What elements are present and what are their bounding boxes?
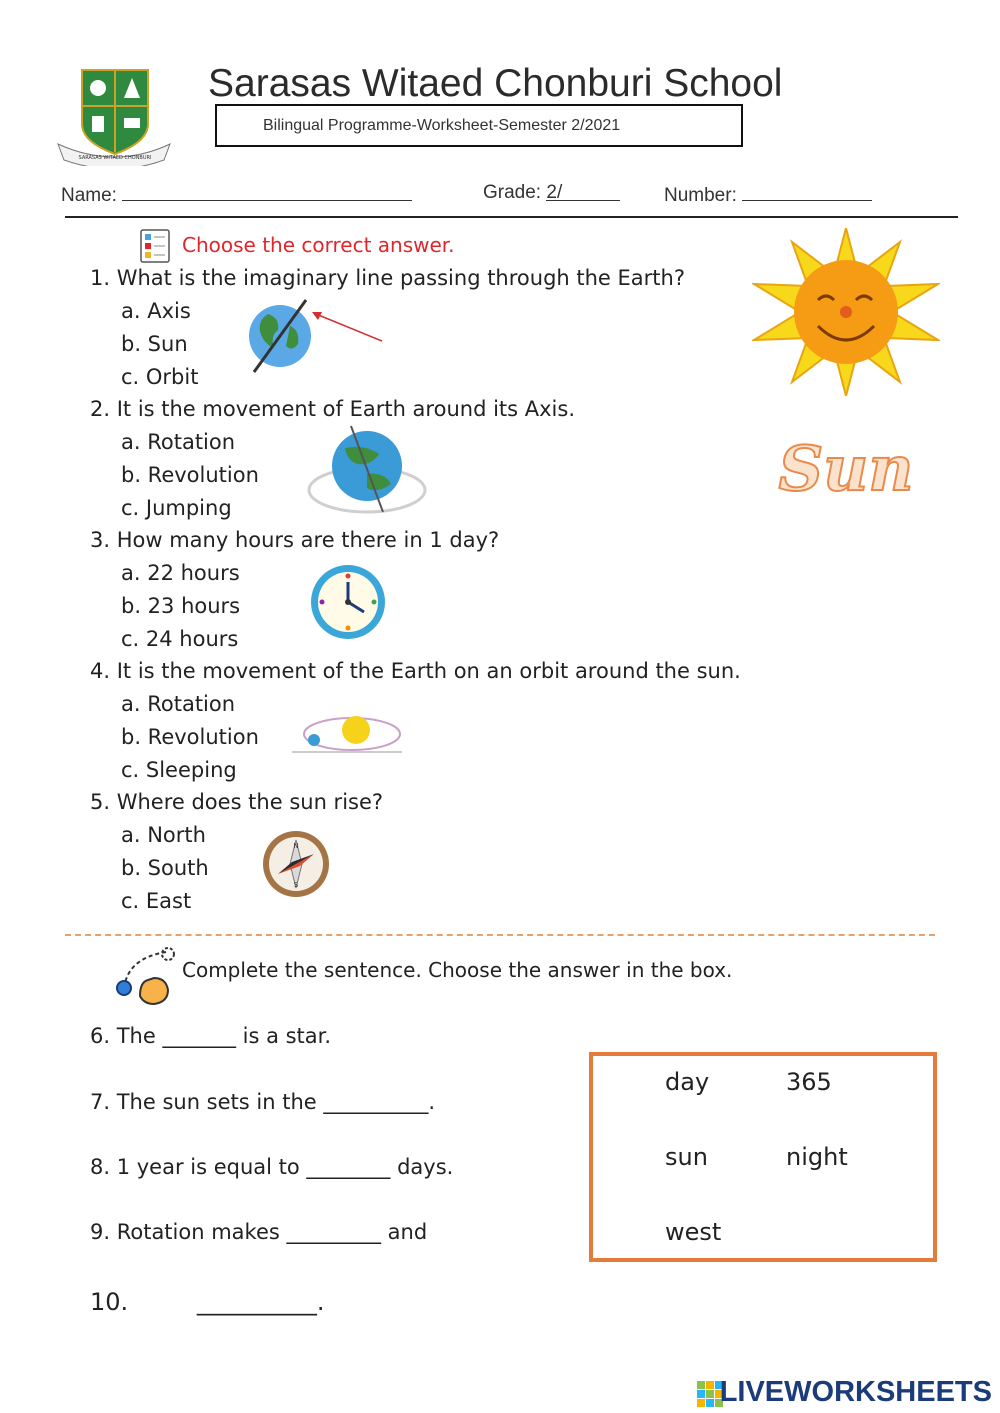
- word-bank-item[interactable]: day: [665, 1068, 710, 1096]
- q4-option-a[interactable]: a. Rotation: [121, 692, 236, 716]
- q5-option-c[interactable]: c. East: [121, 889, 192, 913]
- word-bank-item[interactable]: west: [665, 1218, 722, 1246]
- grade-label: Grade:: [483, 182, 542, 203]
- q3-option-c[interactable]: c. 24 hours: [121, 627, 239, 651]
- q1-option-b[interactable]: b. Sun: [121, 332, 188, 356]
- question-1: 1. What is the imaginary line passing through the Earth?: [90, 266, 685, 290]
- q4-option-c[interactable]: c. Sleeping: [121, 758, 237, 782]
- q1-option-c[interactable]: c. Orbit: [121, 365, 199, 389]
- question-5: 5. Where does the sun rise?: [90, 790, 384, 814]
- section2-instruction: Complete the sentence. Choose the answer in the box.: [182, 958, 733, 982]
- liveworksheets-brand[interactable]: LIVEWORKSHEETS: [719, 1376, 992, 1408]
- sentence-7[interactable]: 7. The sun sets in the __________.: [90, 1090, 436, 1114]
- compass-icon: [256, 828, 338, 900]
- section-divider: [65, 934, 935, 936]
- question-4: 4. It is the movement of the Earth on an orbit around the sun.: [90, 659, 741, 683]
- checklist-icon: [138, 228, 174, 264]
- svg-text:S: S: [293, 881, 299, 889]
- q1-option-a[interactable]: a. Axis: [121, 299, 191, 323]
- q5-option-a[interactable]: a. North: [121, 823, 206, 847]
- grade-blank[interactable]: [546, 182, 620, 201]
- q5-option-b[interactable]: b. South: [121, 856, 209, 880]
- q3-option-a[interactable]: a. 22 hours: [121, 561, 240, 585]
- earth-rotation-icon: [305, 420, 435, 524]
- number-blank[interactable]: [742, 182, 872, 201]
- name-field[interactable]: [61, 182, 412, 207]
- grade-field[interactable]: [483, 182, 620, 204]
- q4-option-b[interactable]: b. Revolution: [121, 725, 259, 749]
- name-label: Name:: [61, 185, 117, 206]
- name-blank[interactable]: [122, 182, 412, 201]
- sentence-8[interactable]: 8. 1 year is equal to ________ days.: [90, 1155, 454, 1179]
- school-title: Sarasas Witaed Chonburi School: [208, 62, 783, 105]
- q2-option-c[interactable]: c. Jumping: [121, 496, 232, 520]
- word-bank-box: [589, 1052, 937, 1262]
- clock-icon: [308, 562, 388, 642]
- number-field[interactable]: [664, 182, 872, 207]
- word-bank-item[interactable]: night: [786, 1143, 848, 1171]
- sun-face-icon: [752, 228, 940, 396]
- sentence-6[interactable]: 6. The _______ is a star.: [90, 1024, 332, 1048]
- number-label: Number:: [664, 185, 737, 206]
- svg-text:Sun: Sun: [778, 432, 914, 502]
- sentence-10[interactable]: 10. __________.: [90, 1288, 325, 1316]
- section1-instruction: Choose the correct answer.: [182, 233, 455, 257]
- question-3: 3. How many hours are there in 1 day?: [90, 528, 500, 552]
- q2-option-b[interactable]: b. Revolution: [121, 463, 259, 487]
- svg-text:N: N: [293, 842, 299, 850]
- header-divider: [65, 216, 958, 218]
- sun-word-art: [770, 432, 926, 502]
- worksheet-subtitle: Bilingual Programme-Worksheet-Semester 2/2021: [215, 104, 743, 147]
- sentence-9[interactable]: 9. Rotation makes _________ and: [90, 1220, 428, 1244]
- q2-option-a[interactable]: a. Rotation: [121, 430, 236, 454]
- question-2: 2. It is the movement of Earth around its Axis.: [90, 397, 575, 421]
- svg-text:SARASAS WITAED CHONBURI: SARASAS WITAED CHONBURI: [78, 155, 152, 161]
- earth-axis-icon: [240, 296, 390, 376]
- school-logo: [52, 66, 176, 166]
- q3-option-b[interactable]: b. 23 hours: [121, 594, 241, 618]
- grade-value: 2/: [546, 182, 563, 203]
- word-bank-item[interactable]: 365: [786, 1068, 832, 1096]
- orbit-revolution-icon: [290, 708, 406, 756]
- pointing-hand-icon: [110, 944, 176, 1006]
- word-bank-item[interactable]: sun: [665, 1143, 708, 1171]
